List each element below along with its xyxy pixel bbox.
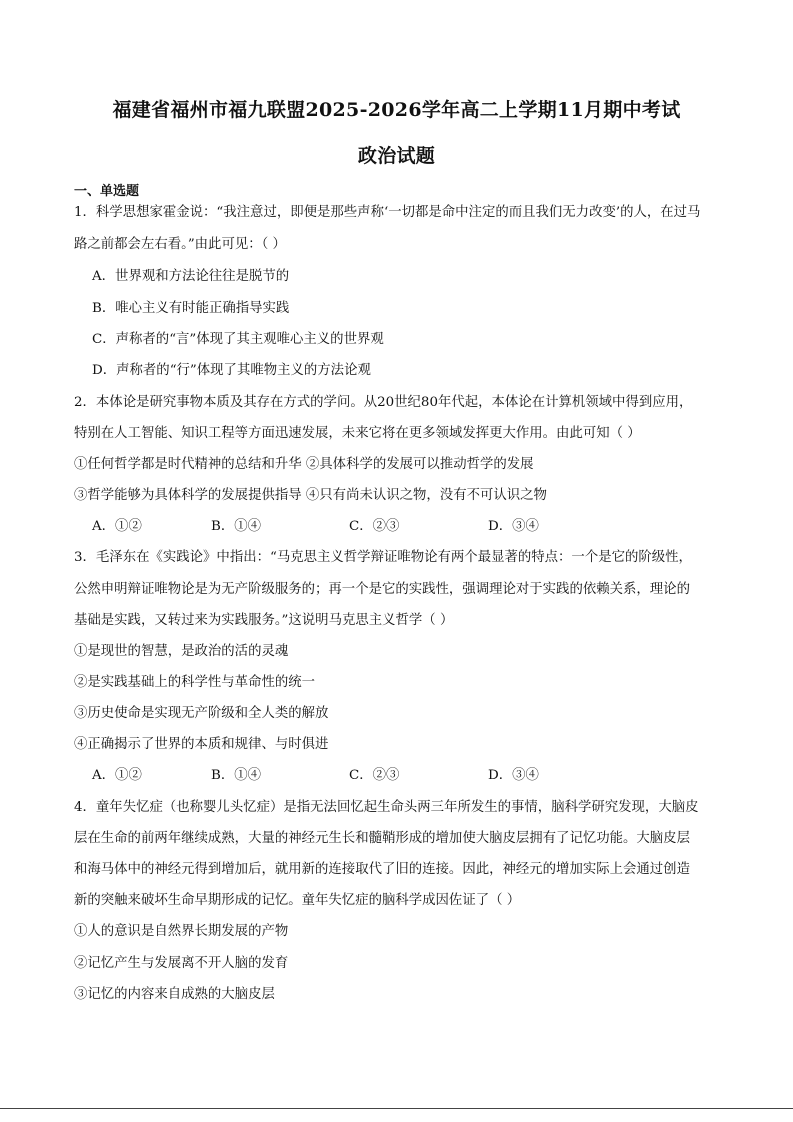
q2-choice-b: B．①④ [211,519,262,534]
q2-statements-line2: ③哲学能够为具体科学的发展提供指导 ④只有尚未认识之物，没有不可认识之物 [74,488,547,503]
q4-statement-1: ①人的意识是自然界长期发展的产物 [74,924,289,939]
q3-stem-line3: 基础是实践，又转过来为实践服务。”这说明马克思主义哲学（ ） [74,613,454,628]
q2-choice-c: C．②③ [349,519,400,534]
q1-stem-line1: 1．科学思想家霍金说：“我注意过，即便是那些声称‘一切都是命中注定的而且我们无力改变’的人，在过马 [74,205,701,220]
q3-choice-d: D．③④ [488,768,539,783]
q2-choice-d: D．③④ [488,519,539,534]
q2-stem-line1: 2．本体论是研究事物本质及其存在方式的学问。从20世纪80年代起，本体论在计算机领域中得到应用， [74,395,693,410]
exam-subject: 政治试题 [357,145,436,167]
page-bottom-divider [0,1108,793,1109]
q4-stem-line1: 4．童年失忆症（也称婴儿头忆症）是指无法回忆起生命头两三年所发生的事情，脑科学研究发现，大脑皮 [74,800,699,815]
q1-option-d: D．声称者的“行”体现了其唯物主义的方法论观 [92,363,371,378]
q3-choice-b: B．①④ [211,768,262,783]
q4-stem-line3: 和海马体中的神经元得到增加后，就用新的连接取代了旧的连接。因此，神经元的增加实际上会通过创造 [74,862,690,877]
q1-stem-line2: 路之前都会左右看。”由此可见：（ ） [74,237,286,252]
q2-choices [92,517,712,537]
exam-title: 福建省福州市福九联盟2025-2026学年高二上学期11月期中考试 [112,99,681,121]
q2-choice-a: A．①② [92,519,142,534]
q3-choice-c: C．②③ [349,768,400,783]
q3-choice-a: A．①② [92,768,142,783]
q3-statement-3: ③历史使命是实现无产阶级和全人类的解放 [74,706,329,721]
q4-statement-3: ③记忆的内容来自成熟的大脑皮层 [74,987,275,1002]
q2-statements-line1: ①任何哲学都是时代精神的总结和升华 ②具体科学的发展可以推动哲学的发展 [74,457,534,472]
q4-stem-line4: 新的突触来破坏生命早期形成的记忆。童年失忆症的脑科学成因佐证了（ ） [74,893,521,908]
q4-stem-line2: 层在生命的前两年继续成熟，大量的神经元生长和髓鞘形成的增加使大脑皮层拥有了记忆功能。大脑皮层 [74,831,690,846]
q1-option-a: A．世界观和方法论往往是脱节的 [92,269,290,284]
q4-statement-2: ②记忆产生与发展离不开人脑的发育 [74,956,289,971]
q3-statement-1: ①是现世的智慧，是政治的活的灵魂 [74,644,289,659]
q2-stem-line2: 特别在人工智能、知识工程等方面迅速发展，未来它将在更多领域发挥更大作用。由此可知（ ） [74,426,641,441]
section-heading: 一、单选题 [74,184,140,199]
q3-statement-4: ④正确揭示了世界的本质和规律、与时俱进 [74,737,329,752]
q1-option-c: C．声称者的“言”体现了其主观唯心主义的世界观 [92,332,384,347]
q1-option-b: B．唯心主义有时能正确指导实践 [92,301,290,316]
q3-choices [92,766,712,786]
q3-stem-line1: 3．毛泽东在《实践论》中指出：“马克思主义哲学辩证唯物论有两个最显著的特点：一个是它的阶级性， [74,550,692,565]
q3-statement-2: ②是实践基础上的科学性与革命性的统一 [74,675,316,690]
q3-stem-line2: 公然申明辩证唯物论是为无产阶级服务的；再一个是它的实践性，强调理论对于实践的依赖关系，理论的 [74,582,690,597]
